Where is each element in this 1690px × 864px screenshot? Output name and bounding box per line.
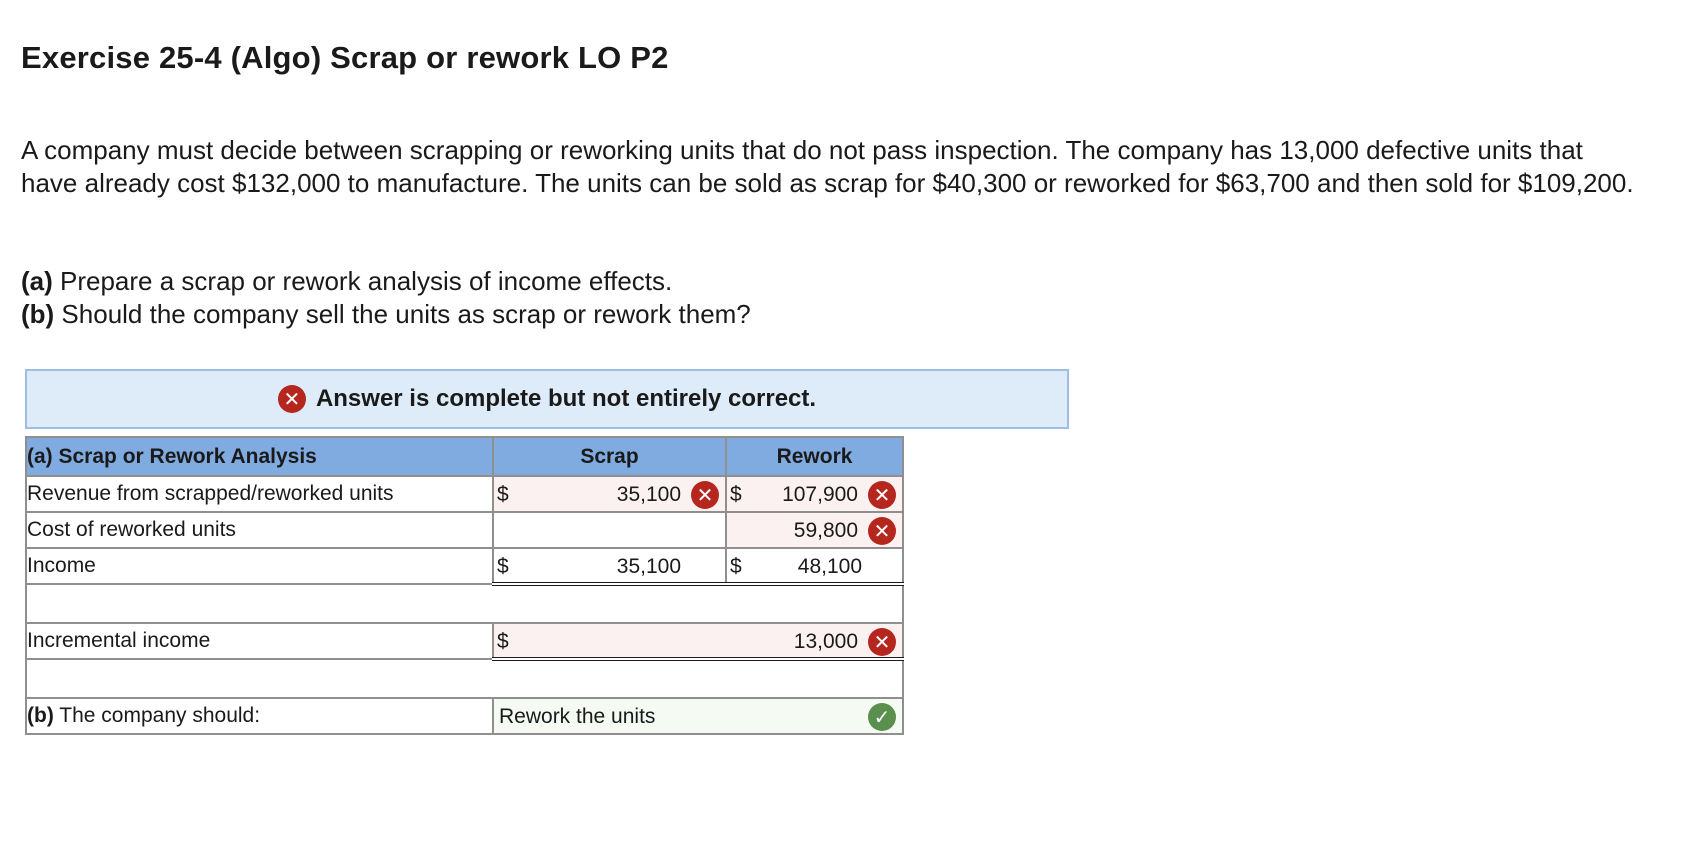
- incremental-value: 13,000: [793, 630, 858, 653]
- table-header-row: [26, 437, 903, 476]
- question-parts: [21, 265, 751, 331]
- revenue-scrap-value: 35,100: [616, 483, 681, 506]
- currency-symbol: $: [497, 483, 509, 506]
- table-spacer-row: [26, 659, 903, 698]
- part-b: (b) Should the company sell the units as scrap or rework them?: [21, 299, 751, 329]
- header-analysis-label: (a) Scrap or Rework Analysis: [26, 437, 493, 476]
- incremental-label: Incremental income: [26, 623, 493, 659]
- header-scrap: Scrap: [493, 437, 726, 476]
- cost-rework-value: 59,800: [793, 519, 858, 542]
- x-circle-icon: ✕: [691, 481, 719, 509]
- cost-rework-input[interactable]: [726, 512, 903, 548]
- x-circle-icon: ✕: [868, 628, 896, 656]
- check-circle-icon: ✓: [868, 703, 896, 731]
- income-scrap-value: 35,100: [616, 555, 681, 578]
- exercise-title: Exercise 25-4 (Algo) Scrap or rework LO P2: [21, 40, 669, 75]
- income-label: Income: [26, 548, 493, 584]
- decision-value: Rework the units: [499, 705, 656, 728]
- currency-symbol: $: [730, 483, 742, 506]
- problem-text: A company must decide between scrapping or reworking units that do not pass inspection. The company has 13,000 defective units that have already cost $132,000 to manufacture. The units can be sold as scrap for $40,300 or reworked for $63,700 and then sold for $109,200.: [21, 135, 1634, 198]
- table-spacer-row: [26, 584, 903, 623]
- table-row-cost: [26, 512, 903, 548]
- revenue-rework-input[interactable]: [726, 476, 903, 512]
- income-rework-value: 48,100: [797, 555, 862, 578]
- x-circle-icon: ✕: [868, 481, 896, 509]
- decision-select[interactable]: [493, 698, 903, 734]
- table-row-incremental: [26, 623, 903, 659]
- scrap-rework-table: [25, 436, 904, 735]
- revenue-label: Revenue from scrapped/reworked units: [26, 476, 493, 512]
- result-banner: [25, 369, 1069, 429]
- income-scrap-cell: [493, 548, 726, 584]
- revenue-scrap-input[interactable]: [493, 476, 726, 512]
- incremental-input[interactable]: [493, 623, 903, 659]
- header-rework: Rework: [726, 437, 903, 476]
- currency-symbol: $: [730, 555, 742, 578]
- currency-symbol: $: [497, 555, 509, 578]
- cost-scrap-cell: [493, 512, 726, 548]
- cost-label: Cost of reworked units: [26, 512, 493, 548]
- x-circle-icon: ✕: [278, 385, 306, 413]
- revenue-rework-value: 107,900: [782, 483, 858, 506]
- decision-label: (b) The company should:: [26, 698, 493, 734]
- banner-text: Answer is complete but not entirely correct.: [315, 385, 817, 412]
- table-row-income: [26, 548, 903, 584]
- table-row-revenue: [26, 476, 903, 512]
- x-circle-icon: ✕: [868, 517, 896, 545]
- income-rework-cell: [726, 548, 903, 584]
- table-row-decision: [26, 698, 903, 734]
- part-a: (a) Prepare a scrap or rework analysis of income effects.: [21, 266, 673, 296]
- currency-symbol: $: [497, 630, 509, 653]
